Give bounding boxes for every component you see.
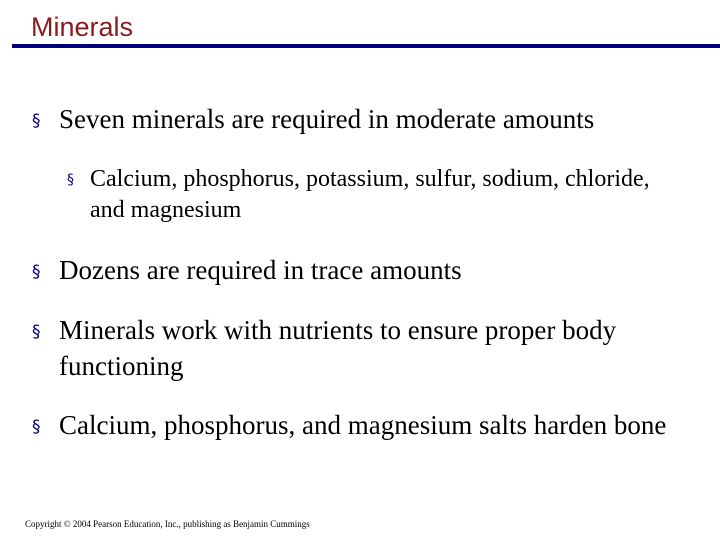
bullet-marker-icon: § — [32, 322, 41, 342]
sub-bullet-item-1 — [67, 164, 687, 226]
sub-bullet-text: Calcium, phosphorus, potassium, sulfur, sodium, chloride, and magnesium — [90, 166, 650, 223]
copyright-notice: Copyright © 2004 Pearson Education, Inc., publishing as Benjamin Cummings — [25, 519, 310, 529]
bullet-item-2 — [32, 252, 692, 288]
bullet-text: Minerals work with nutrients to ensure proper body functioning — [59, 315, 617, 381]
bullet-marker-icon: § — [67, 172, 74, 188]
bullet-text: Calcium, phosphorus, and magnesium salts harden bone — [59, 410, 667, 440]
bullet-item-1 — [32, 101, 692, 137]
slide-title: Minerals — [31, 12, 134, 42]
bullet-marker-icon: § — [32, 111, 41, 131]
bullet-text: Dozens are required in trace amounts — [59, 255, 462, 285]
bullet-text: Seven minerals are required in moderate amounts — [59, 104, 595, 134]
bullet-marker-icon: § — [32, 417, 41, 437]
bullet-item-4 — [32, 407, 692, 443]
bullet-item-3 — [32, 312, 692, 384]
title-divider — [12, 44, 720, 48]
bullet-marker-icon: § — [32, 262, 41, 282]
